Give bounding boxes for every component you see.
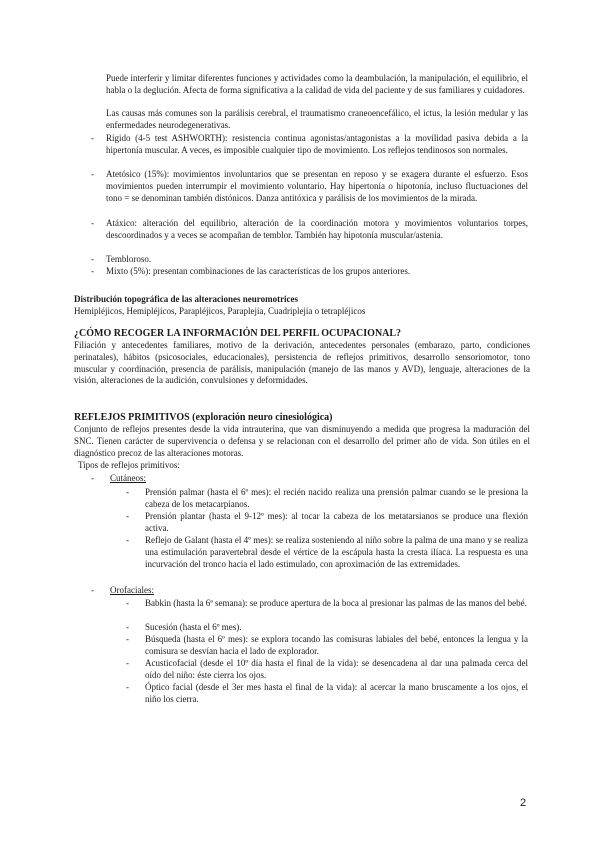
page-number: 2: [520, 797, 527, 809]
list-item-prension-plantar: Prensión plantar (hasta el 9-12º mes): al tocar la cabeza de los metatarsianos se produce una flexión activa.: [145, 511, 528, 533]
list-marker: -: [91, 585, 94, 595]
list-marker: -: [91, 169, 94, 179]
list-marker: -: [126, 634, 129, 644]
list-marker: -: [126, 658, 129, 668]
list-marker: -: [126, 487, 129, 497]
section-heading-reflejos: REFLEJOS PRIMITIVOS (exploración neuro cinesiológica): [74, 412, 333, 423]
section-heading-topografia: Distribución topográfica de las alteraciones neuromotrices: [74, 294, 299, 304]
perfil-text: Filiación y antecedentes familiares, motivo de la derivación, antecedentes personales (embarazo, parto, condiciones perinatales), hábitos (psicosociales, educacionales), persistencia de reflejos primitivos, desarrollo sensoriomotor, tono muscular y coordinación, presencia de parálisis, manipulación (manejo de las manos y AVD), lenguaje, alteraciones de la visión, alteraciones de la audición, convulsiones y deformidades.: [74, 340, 530, 386]
list-marker: -: [91, 218, 94, 228]
reflejos-text: Conjunto de reflejos presentes desde la vida intrauterina, que van disminuyendo a medida que progresa la maduración del SNC. Tienen carácter de supervivencia o defensa y se relacionan con el desarrollo del primer año de vida. Son útiles en el diagnóstico precoz de las alteraciones motoras.: [74, 424, 530, 458]
list-item-tembloroso: Tembloroso.: [106, 254, 152, 264]
list-item-busqueda: Búsqueda (hasta el 6º mes): se explora tocando las comisuras labiales del bebé, entonces la lengua y la comisura se desvían hacia el lado de explorador.: [145, 634, 528, 656]
subheading-cutaneos: Cutáneos:: [110, 473, 146, 483]
list-marker: -: [91, 473, 94, 483]
list-marker: -: [126, 511, 129, 521]
list-item-acusticofacial: Acusticofacial (desde el 10º día hasta el final de la vida): se desencadena al dar una palmada cerca del oído del niño: éste cierra los ojos.: [145, 658, 528, 680]
list-item-ataxico: Atáxico: alteración del equilibrio, alteración de la coordinación motora y movimientos voluntarios torpes, descoordinados y a veces se acompañan de temblor. También hay hipotonía muscular/astenia.: [106, 218, 528, 240]
list-marker: -: [126, 682, 129, 692]
list-item-atetosico: Atetósico (15%): movimientos involuntarios que se presentan en reposo y se exagera durante el esfuerzo. Esos movimientos pueden interrumpir el movimiento voluntario. Hay hipertonía o hipotonía, incluso fluctuaciones del tono = se denominan también distónicos. Danza antitóxica y parálisis de los movimientos de la mirada.: [106, 169, 528, 203]
list-item-prension-palmar: Prensión palmar (hasta el 6º mes): el recién nacido realiza una prensión palmar cuando se le presiona la cabeza de los metacarpianos.: [145, 487, 528, 509]
subheading-orofaciales: Orofaciales:: [110, 585, 154, 595]
list-item-galant: Reflejo de Galant (hasta el 4º mes): se realiza sosteniendo al niño sobre la palma de una mano y se realiza una estimulación paravertebral desde el vértice de la escápula hasta la cresta ilíaca. La respuesta es una incurvación del tronco hacia el lado estimulado, con aproximación de las extremidades.: [145, 535, 528, 569]
list-marker: -: [91, 266, 94, 276]
list-item-rigido: Rígido (4-5 test ASHWORTH): resistencia continua agonistas/antagonistas a la movilidad pasiva debida a la hipertonía muscular. A veces, es imposible cualquier tipo de movimiento. Los reflejos tendinosos son normales.: [106, 133, 528, 155]
list-item-mixto: Mixto (5%): presentan combinaciones de las características de los grupos anteriores.: [106, 266, 411, 276]
section-heading-perfil: ¿CÓMO RECOGER LA INFORMACIÓN DEL PERFIL OCUPACIONAL?: [74, 328, 402, 339]
list-item-sucesion: Sucesión (hasta el 6º mes).: [145, 622, 242, 632]
intro-paragraph-causes: Las causas más comunes son la parálisis cerebral, el traumatismo craneoencefálico, el ictus, la lesión medular y las enfermedades neurodegenerativas.: [106, 108, 528, 130]
list-item-optico-facial: Óptico facial (desde el 3er mes hasta el final de la vida): al acercar la mano bruscamente a los ojos, el niño los cierra.: [145, 682, 528, 704]
list-marker: -: [91, 254, 94, 264]
list-marker: -: [126, 535, 129, 545]
list-marker: -: [91, 133, 94, 143]
list-marker: -: [126, 598, 129, 608]
list-item-babkin: Babkin (hasta la 6ª semana): se produce apertura de la boca al presionar las palmas de las manos del bebé.: [145, 598, 527, 608]
tipos-label: Tipos de reflejos primitivos:: [78, 460, 180, 470]
topografia-text: Hemipléjicos, Hemipléjicos, Parapléjicos, Paraplejia, Cuadriplejia o tetrapléjicos: [74, 306, 366, 316]
list-marker: -: [126, 622, 129, 632]
intro-paragraph: Puede interferir y limitar diferentes funciones y actividades como la deambulación, la manipulación, el equilibrio, el habla o la deglución. Afecta de forma significativa a la calidad de vida del paciente y de sus familiares y cuidadores.: [106, 73, 528, 95]
